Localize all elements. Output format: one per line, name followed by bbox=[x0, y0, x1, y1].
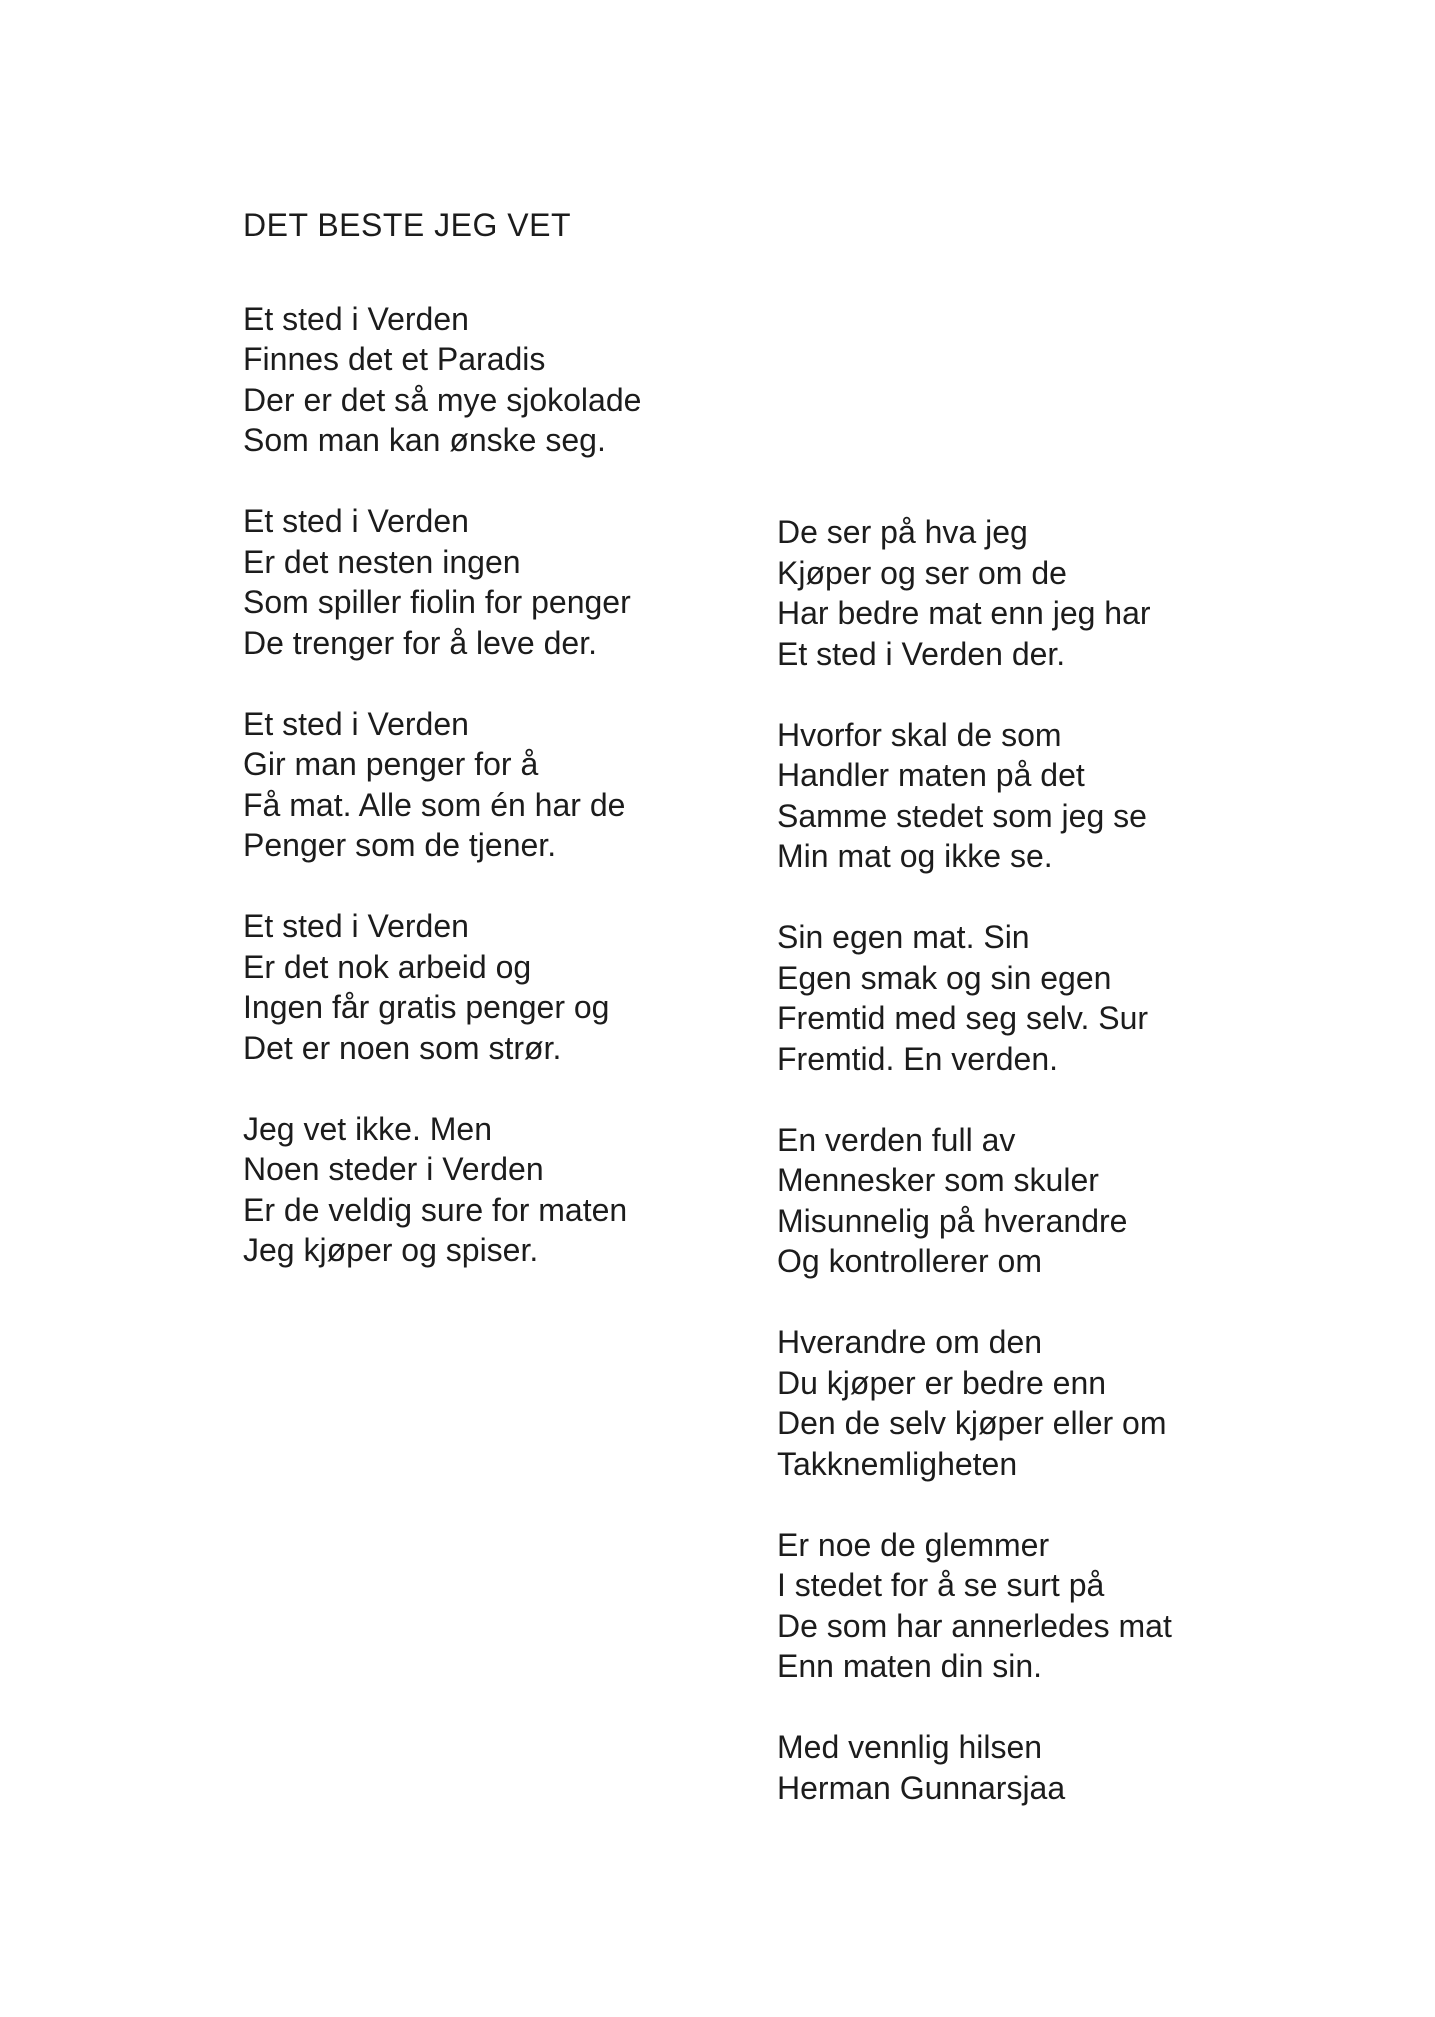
poem-line: Noen steder i Verden bbox=[243, 1151, 544, 1187]
poem-line: Kjøper og ser om de bbox=[777, 554, 1067, 591]
poem-line: Et sted i Verden bbox=[243, 705, 469, 742]
stanza bbox=[777, 512, 1172, 674]
poem-line: Har bedre mat enn jeg har bbox=[777, 595, 1151, 631]
poem-line: Herman Gunnarsjaa bbox=[777, 1769, 1066, 1806]
poem-line: Det er noen som strør. bbox=[243, 1029, 562, 1066]
poem-line: Få mat. Alle som én har de bbox=[243, 786, 626, 823]
poem-line: Hverandre om den bbox=[777, 1324, 1043, 1360]
poem-line: Fremtid med seg selv. Sur bbox=[777, 1000, 1149, 1036]
poem-line: Penger som de tjener. bbox=[243, 827, 557, 863]
poem-line: Enn maten din sin. bbox=[777, 1648, 1043, 1684]
poem-line: Ingen får gratis penger og bbox=[243, 989, 610, 1025]
stanza bbox=[777, 715, 1172, 877]
stanza bbox=[243, 501, 641, 663]
stanza bbox=[243, 704, 641, 866]
stanza bbox=[777, 1120, 1172, 1282]
poem-line: Den de selv kjøper eller om bbox=[777, 1405, 1167, 1441]
poem-line: Takknemligheten bbox=[777, 1445, 1018, 1482]
poem-line: Med vennlig hilsen bbox=[777, 1729, 1043, 1765]
poem-line: Et sted i Verden der. bbox=[777, 635, 1066, 672]
poem-line: Et sted i Verden bbox=[243, 908, 469, 944]
poem-line: Et sted i Verden bbox=[243, 503, 469, 539]
poem-line: Er de veldig sure for maten bbox=[243, 1191, 628, 1228]
poem-line: Som man kan ønske seg. bbox=[243, 422, 606, 458]
poem-line: Jeg kjøper og spiser. bbox=[243, 1232, 539, 1268]
stanza bbox=[243, 1109, 641, 1271]
stanza bbox=[243, 299, 641, 461]
stanza bbox=[777, 1525, 1172, 1687]
poem-line: Du kjøper er bedre enn bbox=[777, 1364, 1107, 1401]
poem-line: De trenger for å leve der. bbox=[243, 624, 597, 661]
poem-line: De ser på hva jeg bbox=[777, 514, 1028, 550]
poem-line: Handler maten på det bbox=[777, 757, 1085, 793]
poem-line: Jeg vet ikke. Men bbox=[243, 1110, 492, 1147]
poem-line: Som spiller fiolin for penger bbox=[243, 584, 631, 620]
poem-line: Mennesker som skuler bbox=[777, 1162, 1099, 1198]
poem-title: DET BESTE JEG VET bbox=[243, 207, 571, 243]
poem-line: Samme stedet som jeg se bbox=[777, 797, 1147, 834]
poem-line: Misunnelig på hverandre bbox=[777, 1202, 1128, 1239]
stanza bbox=[777, 1322, 1172, 1484]
poem-line: De som har annerledes mat bbox=[777, 1607, 1172, 1644]
poem-line: I stedet for å se surt på bbox=[777, 1567, 1105, 1603]
left-column bbox=[243, 205, 641, 1311]
poem-line: Fremtid. En verden. bbox=[777, 1040, 1058, 1077]
poem-line: Min mat og ikke se. bbox=[777, 838, 1053, 874]
poem-line: Et sted i Verden bbox=[243, 300, 469, 337]
poem-line: Sin egen mat. Sin bbox=[777, 919, 1030, 955]
stanza bbox=[777, 917, 1172, 1079]
poem-line: Er det nesten ingen bbox=[243, 543, 521, 580]
right-column bbox=[777, 512, 1172, 1808]
poem-line: Hvorfor skal de som bbox=[777, 716, 1062, 753]
poem-line: Er noe de glemmer bbox=[777, 1526, 1050, 1563]
poem-line: Finnes det et Paradis bbox=[243, 341, 546, 377]
poem-line: Gir man penger for å bbox=[243, 746, 539, 782]
poem-line: Og kontrollerer om bbox=[777, 1243, 1042, 1279]
poem-line: Der er det så mye sjokolade bbox=[243, 381, 642, 418]
poem-line: Egen smak og sin egen bbox=[777, 959, 1112, 996]
poem-line: Er det nok arbeid og bbox=[243, 948, 532, 985]
stanza bbox=[243, 906, 641, 1068]
signoff bbox=[777, 1727, 1172, 1808]
poem-line: En verden full av bbox=[777, 1121, 1016, 1158]
